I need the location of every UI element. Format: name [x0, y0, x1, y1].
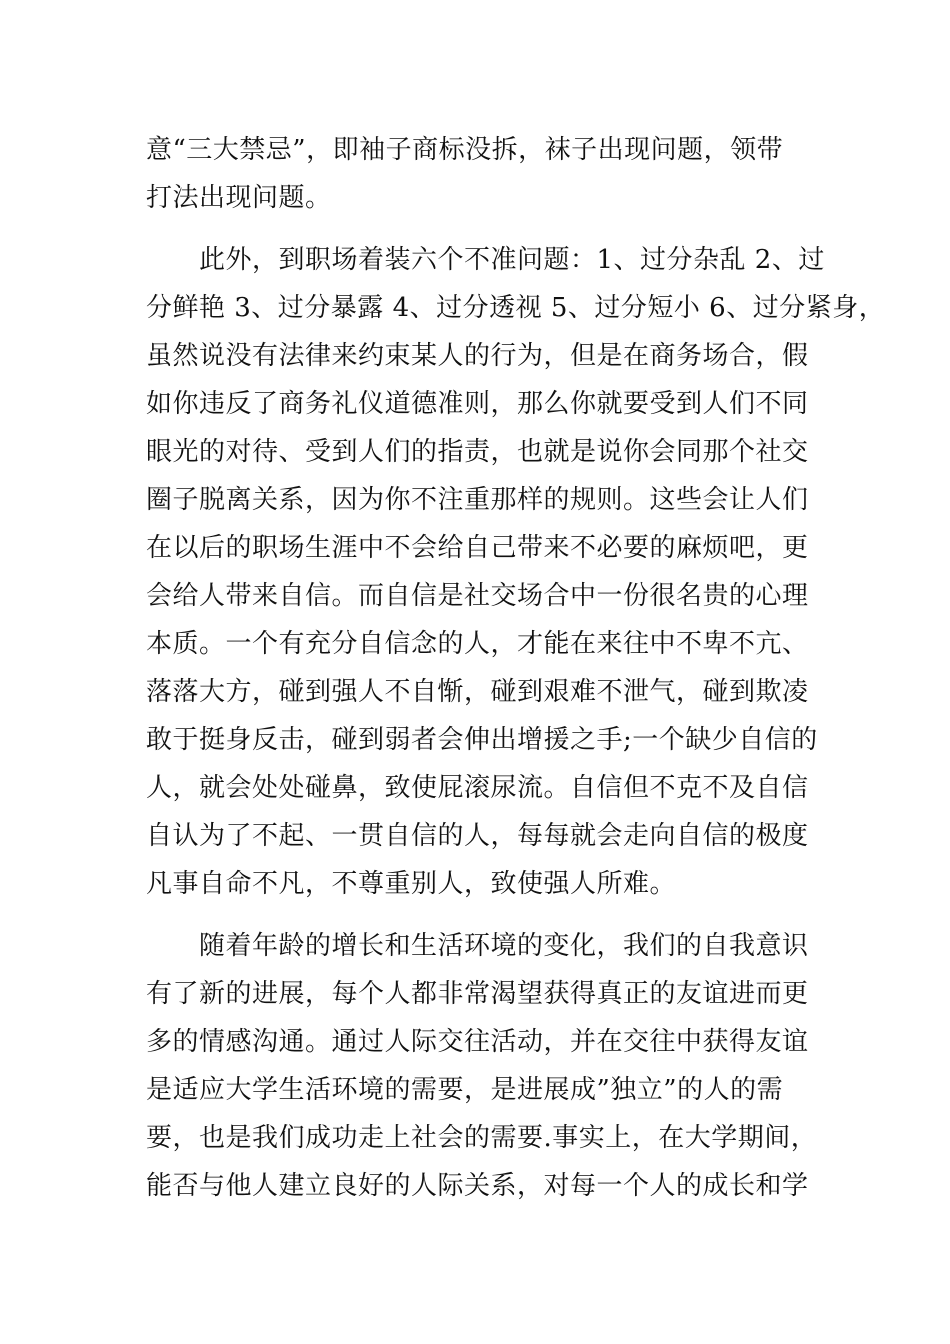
text-line: 落落大方，碰到强人不自惭，碰到艰难不泄气，碰到欺凌	[146, 677, 809, 707]
text-line: 有了新的进展，每个人都非常渴望获得真正的友谊进而更	[146, 979, 809, 1009]
text-line: 此外，到职场着装六个不准问题：1、过分杂乱 2、过	[146, 245, 825, 275]
text-line: 虽然说没有法律来约束某人的行为，但是在商务场合，假	[146, 341, 809, 371]
text-line: 眼光的对待、受到人们的指责，也就是说你会同那个社交	[146, 437, 809, 467]
text-line: 能否与他人建立良好的人际关系，对每一个人的成长和学	[146, 1171, 809, 1201]
text-line: 多的情感沟通。通过人际交往活动，并在交往中获得友谊	[146, 1027, 809, 1057]
text-line: 圈子脱离关系，因为你不注重那样的规则。这些会让人们	[146, 485, 809, 515]
text-line: 意“三大禁忌”，即袖子商标没拆，袜子出现问题，领带	[146, 135, 784, 165]
text-line: 敢于挺身反击，碰到弱者会伸出增援之手;一个缺少自信的	[146, 725, 818, 755]
text-line: 自认为了不起、一贯自信的人，每每就会走向自信的极度	[146, 821, 809, 851]
text-line: 要，也是我们成功走上社会的需要.事实上，在大学期间，	[146, 1123, 818, 1153]
text-line: 如你违反了商务礼仪道德准则，那么你就要受到人们不同	[146, 389, 809, 419]
paragraph-2	[146, 236, 886, 908]
text-line: 在以后的职场生涯中不会给自己带来不必要的麻烦吧，更	[146, 533, 809, 563]
paragraph-3	[146, 922, 826, 1210]
text-line: 是适应大学生活环境的需要，是进展成”独立”的人的需	[146, 1075, 784, 1105]
paragraph-1	[146, 126, 826, 222]
text-line: 本质。一个有充分自信念的人，才能在来往中不卑不亢、	[146, 629, 809, 659]
text-line: 凡事自命不凡，不尊重别人，致使强人所难。	[146, 869, 677, 899]
text-line: 打法出现问题。	[146, 183, 332, 213]
text-line: 分鲜艳 3、过分暴露 4、过分透视 5、过分短小 6、过分紧身，	[146, 293, 886, 323]
body-text	[146, 126, 886, 1210]
text-line: 会给人带来自信。而自信是社交场合中一份很名贵的心理	[146, 581, 809, 611]
text-line: 随着年龄的增长和生活环境的变化，我们的自我意识	[146, 931, 809, 961]
text-line: 人，就会处处碰鼻，致使屁滚尿流。自信但不克不及自信	[146, 773, 809, 803]
